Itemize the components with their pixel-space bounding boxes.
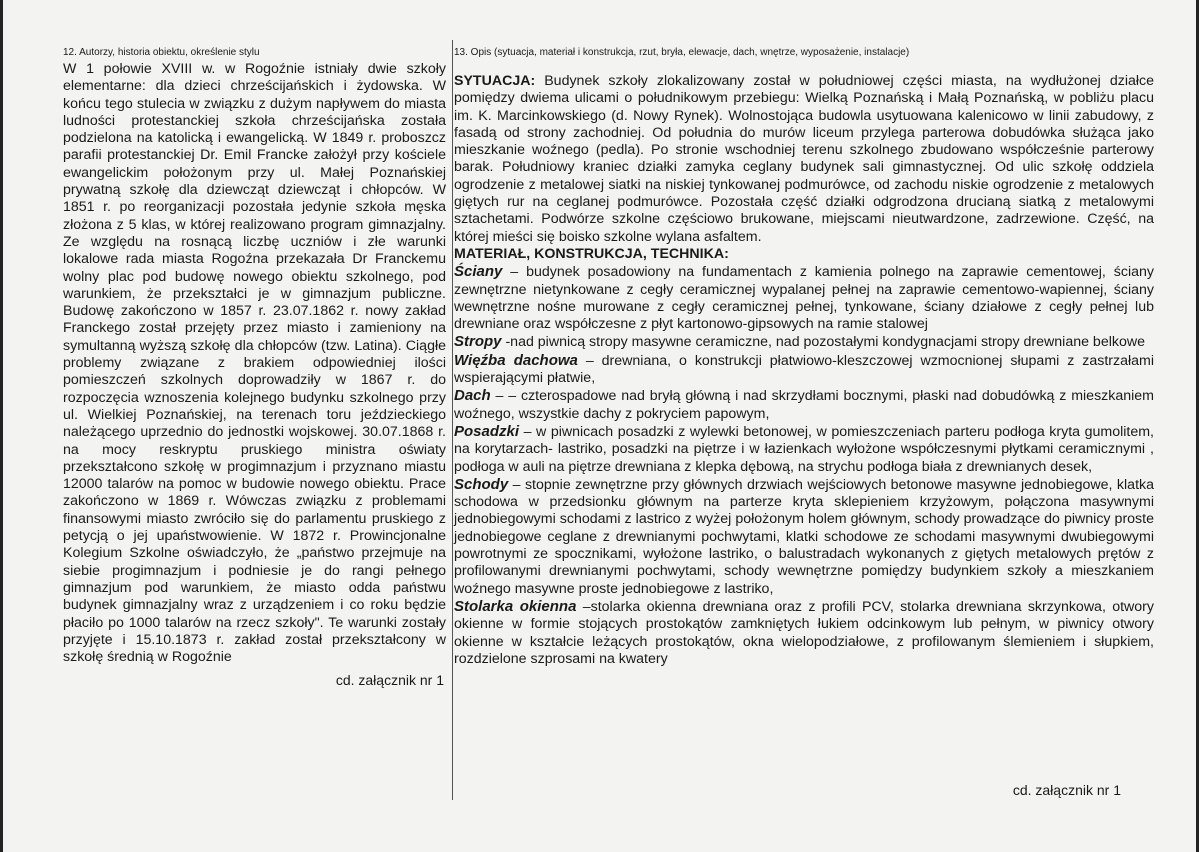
material-item (454, 333, 1154, 351)
situation-text: Budynek szkoły zlokalizowany został w południowej części miasta, na wydłużonej działce pomiędzy dwiema ulicami o południkowym przebiegu: Wielką Poznańską i Małą Poznańską, w pobliżu placu im. K. Marcinkowskiego (d. Nowy Rynek). Wolnostojąca budowla usytuowana kalenicowo w linii zabudowy, z fasadą od strony zachodniej. Od południa do murów liceum przylega parterowa dobudówka służąca jako mieszkanie woźnego (pedla). Po stronie wschodniej terenu szkolnego zbudowano współcześnie parterowy barak. Południowy kraniec działki zamyka ceglany budynek sali gimnastycznej. Od ulic szkołę oddziela ogrodzenie z metalowej siatki na niskiej tynkowanej podmurówce, od zachodu niskie ogrodzenie z metalowych giętych rur na ceglanej podmurówce. Pozostała część działki odgrodzona drucianą siatką z metalowymi sztachetami. Podwórze szkolne częściowo brukowane, miejscami nieutwardzone, zadrzewione. Część, na której mieści się boisko szkolne wylana asfaltem. (454, 73, 1154, 245)
item-term: Stropy (454, 333, 502, 351)
history-continuation: cd. załącznik nr 1 (335, 672, 444, 689)
item-text: – w piwnicach posadzki z wylewki betonowej, w pomieszczeniach parteru podłoga kryta gumolitem, na korytarzach- lastriko, posadzki na piętrze i w łazienkach wyłożone współczesnymi płytkami ceramicznymi , podłoga w auli na piętrze drewniana z klepka dębową, na strychu podłoga biała z drewnianych desek, (454, 423, 1154, 475)
material-item (454, 598, 1154, 668)
material-item (454, 387, 1154, 423)
material-item (454, 423, 1154, 476)
item-term: Ściany (454, 263, 503, 281)
item-text: -nad piwnicą stropy masywne ceramiczne, nad pozostałymi kondygnacjami stropy drewniane belkowe (501, 334, 1145, 351)
description-text (454, 73, 1154, 668)
history-text (63, 61, 446, 666)
item-term: Dach (454, 387, 491, 405)
situation-label: SYTUACJA: (454, 73, 536, 89)
history-header: 12. Autorzy, historia obiektu, określenie stylu (63, 47, 260, 58)
item-term: Stolarka okienna (454, 597, 577, 615)
column-divider (452, 40, 453, 800)
material-item (454, 476, 1154, 598)
item-text: – stopnie zewnętrzne przy głównych drzwiach wejściowych betonowe masywne jednobiegowe, klatka schodowa w przedsionku głównym na parterze kryta sklepieniem krzyżowym, połączona masywnymi jednobiegowymi schodami z lastrico z wyżej położonym holem głównym, schody prowadzące do piwnicy proste jednobiegowe ceglane z drewnianymi pochwytami, klatki schodowe ze schodami masywnymi dwubiegowymi powrotnymi ze spocznikami, wyłożone lastriko, o balustradach wykonanych z giętych metalowych prętów z profilowanymi drewnianymi pochwytami, schody wewnętrzne pomiędzy budynkiem szkoły a mieszkaniem woźnego masywne proste jednobiegowe z lastriko, (454, 476, 1154, 597)
material-item (454, 263, 1154, 333)
item-text: – budynek posadowiony na fundamentach z kamienia polnego na zaprawie cementowej, ściany zewnętrzne nietynkowane z cegły ceramicznej wypalanej pełnej na zaprawie cementowo-wapiennej, ściany wewnętrzne nośne murowane z cegły ceramicznej pełnej, tynkowane, ściany działowe z cegły pełnej lub drewniane oraz współczesne z płyt kartonowo-gipsowych na ramie stalowej (454, 264, 1154, 333)
material-item (454, 352, 1154, 388)
item-term: Schody (454, 475, 509, 493)
description-header: 13. Opis (sytuacja, materiał i konstrukcja, rzut, bryła, elewacje, dach, wnętrze, wyposażenie, instalacje) (454, 47, 910, 58)
item-text: –stolarka okienna drewniana oraz z profili PCV, stolarka drewniana skrzynkowa, otwory okienne w formie stojących prostokątów zamkniętych łukiem odcinkowym lub pełnym, w piwnicy otwory okienne w kształcie leżących prostokątów, okna wielopodziałowe, z profilowanym ślemieniem i słupkiem, rozdzielone szprosami na kwatery (454, 598, 1154, 667)
item-text: – drewniana, o konstrukcji płatwiowo-kleszczowej wzmocnionej słupami z zastrzałami wspierającymi płatwie, (454, 352, 1154, 387)
history-paragraph: W 1 połowie XVIII w. w Rogoźnie istniały dwie szkoły elementarne: dla dzieci chrześcijańskich i żydowska. W końcu tego stulecia w związku z dużym napływem do miasta ludności protestanckiej szkoła chrześcijańska została podzielona na katolicką i ewangelicką. W 1849 r. proboszcz parafii protestanckiej Dr. Emil Francke założył przy kościele ewangelickim położonym przy ul. Małej Poznańskiej prywatną szkołę dla dziewcząt dziewcząt i chłopców. W 1851 r. po reorganizacji pozostała jedynie szkoła męska złożona z 5 klas, w której realizowano program gimnazjalny. Ze względu na rosnącą liczbę uczniów i złe warunki lokalowe rada miasta Rogoźna przekazała Dr Franckemu wolny plac pod budowę nowego obiektu szkolnego, pod warunkiem, że przekształci je w gimnazjum publiczne. Budowę zakończono w 1857 r. 23.07.1862 r. nowy zakład Franckego został przejęty przez miasto i zamieniony na symultanną wyższą szkołę dla chłopców (tzw. Latina). Ciągłe problemy związane z brakiem odpowiedniej ilości pomieszczeń szkolnych doprowadziły w 1867 r. do rozpoczęcia wznoszenia kolejnego budynku szkolnego przy ul. Wielkiej Poznańskiej, na terenach toru jeździeckiego należącego uprzednio do jednostki wojskowej. 30.07.1868 r. na mocy reskryptu pruskiego ministra oświaty przekształcono szkołę w progimnazjum i przyznano miastu 12000 talarów na pomoc w budowie nowego obiektu. Prace zakończono w 1869 r. Wówczas związku z problemami finansowymi miasto zwróciło się do parlamentu pruskiego z petycją o jej upaństwowienie. W 1872 r. Prowincjonalne Kolegium Szkolne oświadczyło, że „państwo przejmuje na siebie progimnazjum i podniesie je do rangi pełnego gimnazjum pod warunkiem, że miasto odda państwu budynek gimnazjalny wraz z urządzeniem i co roku będzie płaciło po 1000 talarów na rzecz szkoły". Te warunki zostały przyjęte i 15.10.1873 r. zakład został przekształcony w szkołę średnią w Rogoźnie (63, 61, 446, 666)
history-column (63, 46, 446, 688)
item-text: – – czterospadowe nad bryłą główną i nad skrzydłami bocznymi, płaski nad dobudówką z mieszkaniem woźnego, wszystkie dachy z pokryciem papowym, (454, 388, 1154, 422)
description-column (454, 46, 1154, 668)
material-heading: MATERIAŁ, KONSTRUKCJA, TECHNIKA: (454, 245, 729, 262)
situation-paragraph (454, 73, 1154, 246)
item-term: Posadzki (454, 422, 520, 440)
item-term: Więźba dachowa (454, 351, 578, 369)
description-continuation: cd. załącznik nr 1 (1012, 782, 1121, 798)
